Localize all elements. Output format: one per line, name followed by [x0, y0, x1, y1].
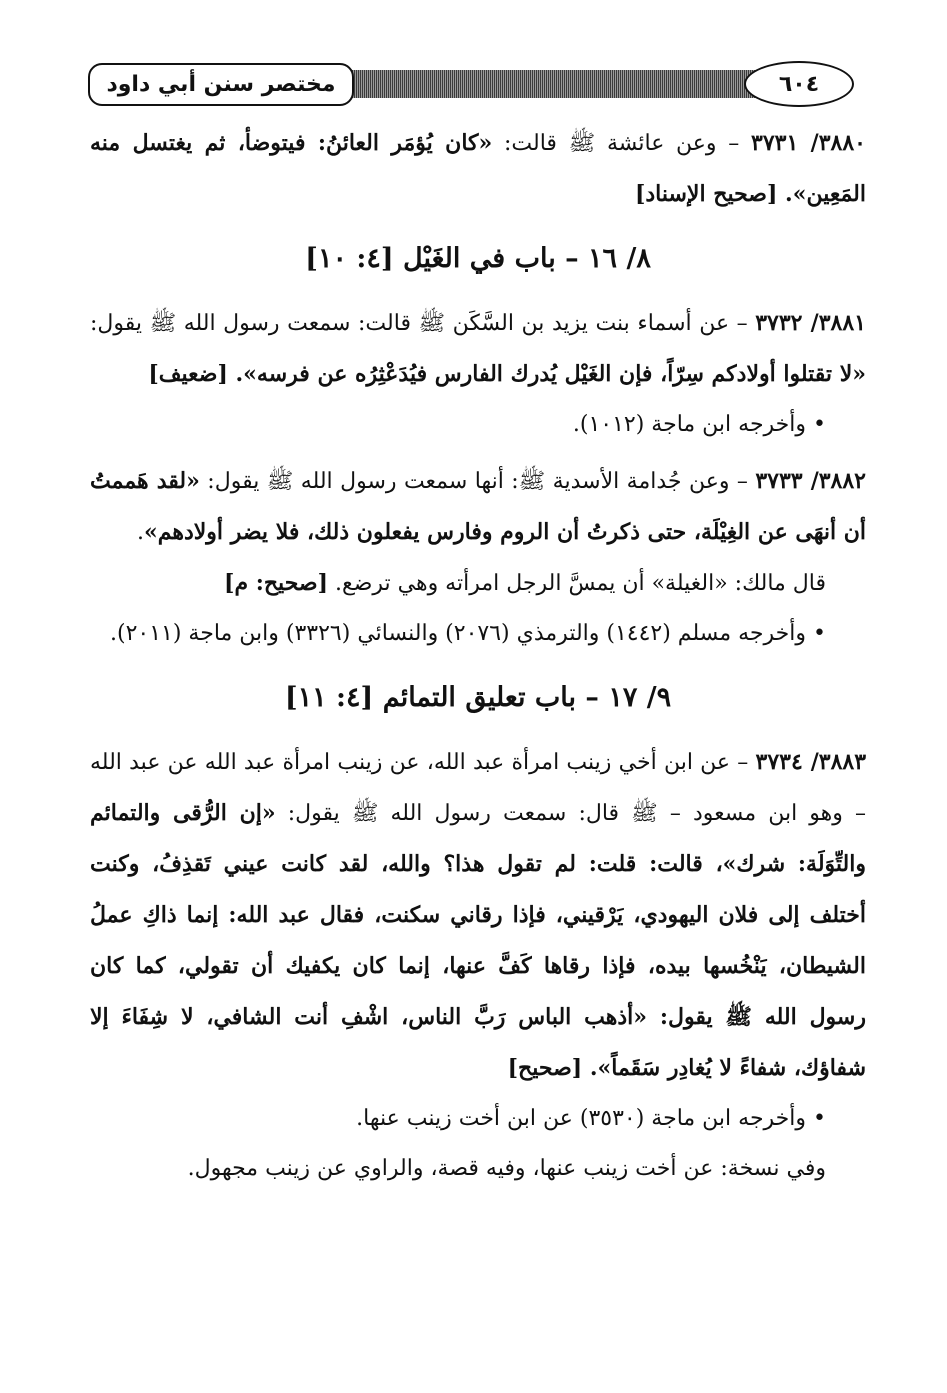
hadith-grade: [صحيح: م] [224, 570, 328, 596]
hadith-number: ٣٨٨١/ ٣٧٣٢ [755, 310, 866, 336]
hadith-3881 [90, 298, 866, 400]
book-title: مختصر سنن أبي داود [88, 63, 354, 106]
hadith-text: – وعن عائشة ﷺ قالت: [492, 131, 752, 156]
hadith-end: . [136, 520, 144, 545]
comment-text: قال مالك: «الغيلة» أن يمسَّ الرجل امرأته وهي ترضع. [328, 571, 826, 596]
hadith-number: ٣٨٨٢/ ٣٧٣٣ [755, 468, 866, 494]
takhrij-note: • وأخرجه ابن ماجة (٣٥٣٠) عن ابن أخت زينب عنها. [90, 1094, 866, 1144]
hadith-quote: «كان يُؤمَر العائنُ: فيتوضأ، ثم يغتسل منه المَعِين» [90, 130, 866, 207]
hadith-3883 [90, 737, 866, 1094]
variant-note: وفي نسخة: عن أخت زينب عنها، وفيه قصة، والراوي عن زينب مجهول. [187, 1156, 826, 1181]
hadith-grade: . [صحيح] [507, 1055, 598, 1081]
hadith-3882 [90, 456, 866, 558]
hadith-text-continued: ، قالت: قلت: لم تقول هذا؟ والله، لقد كانت عيني تَقذِفُ، وكنت أختلف إلى فلان اليهودي، يَرْقيني، فإذا رقاني سكنت، فقال عبد الله: إنما ذاكِ عملُ الشيطان، يَنْخُسها بيده، فإذا رقاها كَفَّ عنها، إنما كان يكفيك أن تقولي، كما كان رسول الله ﷺ يقول: [90, 851, 866, 1030]
page-body [90, 118, 866, 1194]
hadith-text: – عن ابن أخي زينب امرأة عبد الله، عن زينب امرأة عبد الله عن عبد الله – وهو ابن مسعود – ﷺ قال: سمعت رسول الله ﷺ يقول: [90, 750, 866, 826]
chapter-heading: ٩/ ١٧ – باب تعليق التمائم [٤: ١١] [284, 682, 672, 713]
hadith-text: – وعن جُدامة الأسدية ﷺ: أنها سمعت رسول الله ﷺ يقول: [199, 469, 756, 494]
hadith-quote: «إن الرُّقى والتمائم والتِّوَلَة: شرك» [90, 800, 866, 877]
hadith-grade: . [صحيح الإسناد] [634, 181, 793, 207]
hadith-quote: «لا تقتلوا أولادكم سِرّاً، فإن الغَيْل يُدرك الفارس فيُدَعْثِرُه عن فرسه» [243, 361, 866, 387]
hadith-quote: «لقد هَممتُ أن أنهَى عن الغِيْلَة، حتى ذكرتُ أن الروم وفارس يفعلون ذلك، فلا يضر أولادهم» [90, 468, 866, 545]
hadith-quote: «أذهب الباس رَبَّ الناس، اشْفِ أنت الشافي، لا شِفَاءَ إلا شفاؤك، شفاءً لا يُغادِر سَقَماً» [90, 1004, 866, 1081]
hadith-text: – عن أسماء بنت يزيد بن السَّكَن ﷺ قالت: سمعت رسول الله ﷺ يقول: [90, 311, 756, 336]
malik-comment [90, 558, 866, 609]
page-number: ٦٠٤ [744, 61, 854, 107]
hadith-3880 [90, 118, 866, 220]
hadith-number: ٣٨٨٠/ ٣٧٣١ [751, 130, 866, 156]
takhrij-note: • وأخرجه ابن ماجة (١٠١٢). [90, 400, 866, 450]
page-header [88, 58, 866, 118]
chapter-heading: ٨/ ١٦ – باب في الغَيْل [٤: ١٠] [305, 243, 651, 274]
takhrij-note: • وأخرجه مسلم (١٤٤٢) والترمذي (٢٠٧٦) والنسائي (٣٣٢٦) وابن ماجة (٢٠١١). [90, 609, 866, 659]
hadith-grade: . [ضعيف] [148, 361, 244, 387]
hadith-number: ٣٨٨٣/ ٣٧٣٤ [755, 749, 867, 775]
